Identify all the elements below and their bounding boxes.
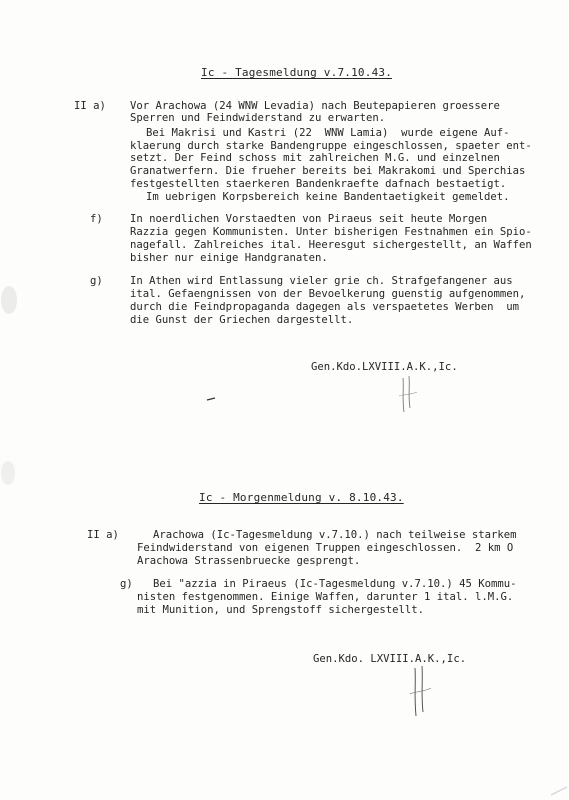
report2-line: Arachowa (Ic-Tagesmeldung v.7.10.) nach teilweise starkem: [153, 529, 517, 541]
report2-line: nisten festgenommen. Einige Waffen, darunter 1 ital. l.M.G.: [137, 591, 514, 603]
report1-line: In Athen wird Entlassung vieler grie ch. Strafgefangener aus: [130, 275, 513, 287]
report1-section-a-label: II a): [74, 100, 106, 112]
report1-line: Vor Arachowa (24 WNW Levadia) nach Beutepapieren groessere: [130, 100, 500, 112]
report1-line: ital. Gefaengnissen von der Bevoelkerung guenstig aufgenommen,: [130, 288, 526, 300]
report1-line: Im uebrigen Korpsbereich keine Bandentaetigkeit gemeldet.: [146, 191, 510, 203]
report2-line: Feindwiderstand von eigenen Truppen eingeschlossen. 2 km O: [137, 542, 514, 554]
report1-line: Bei Makrisi und Kastri (22 WNW Lamia) wurde eigene Auf-: [146, 127, 510, 139]
corner-mark: [549, 783, 569, 800]
report1-line: die Gunst der Griechen dargestellt.: [130, 314, 354, 326]
report1-line: durch die Feindpropaganda dagegen als verspaetetes Werben um: [130, 301, 520, 313]
report1-line: Razzia gegen Kommunisten. Unter bisherigen Festnahmen ein Spio-: [130, 226, 532, 238]
report1-line: In noerdlichen Vorstaedten von Piraeus seit heute Morgen: [130, 213, 488, 225]
handwritten-initials-mark: [395, 374, 425, 418]
report1-line: klaerung durch starke Bandengruppe eingeschlossen, spaeter ent-: [130, 140, 532, 152]
report1-line: bisher nur einige Handgranaten.: [130, 252, 328, 264]
report1-line: setzt. Der Feind schoss mit zahlreichen M.G. und einzelnen: [130, 152, 500, 164]
report1-section-g-label: g): [90, 275, 103, 287]
report2-section-g-label: g): [120, 578, 133, 590]
report2-signature: Gen.Kdo. LXVIII.A.K.,Ic.: [313, 653, 467, 665]
handwritten-initials-mark: [404, 664, 438, 722]
report2-title: Ic - Morgenmeldung v. 8.10.43.: [199, 491, 404, 504]
report2-line: mit Munition, und Sprengstoff sichergestellt.: [137, 604, 425, 616]
punch-hole-shadow: [0, 455, 20, 491]
report1-line: festgestellten staerkeren Bandenkraefte dafnach bestaetigt.: [130, 178, 507, 190]
report2-line: Bei "azzia in Piraeus (Ic-Tagesmeldung v.7.10.) 45 Kommu-: [153, 578, 517, 590]
report1-line: nagefall. Zahlreiches ital. Heeresgut sichergestellt, an Waffen: [130, 239, 532, 251]
punch-hole-shadow: [0, 280, 22, 320]
report1-line: Sperren und Feindwiderstand zu erwarten.: [130, 112, 386, 124]
report2-line: Arachowa Strassenbruecke gesprengt.: [137, 555, 361, 567]
report1-signature: Gen.Kdo.LXVIII.A.K.,Ic.: [311, 361, 458, 373]
report1-line: Granatwerfern. Die frueher bereits bei Makrakomi und Sperchias: [130, 165, 526, 177]
report1-section-f-label: f): [90, 213, 103, 225]
report2-section-a-label: II a): [87, 529, 119, 541]
ink-speck-mark: [206, 396, 218, 402]
report1-title: Ic - Tagesmeldung v.7.10.43.: [201, 66, 393, 79]
